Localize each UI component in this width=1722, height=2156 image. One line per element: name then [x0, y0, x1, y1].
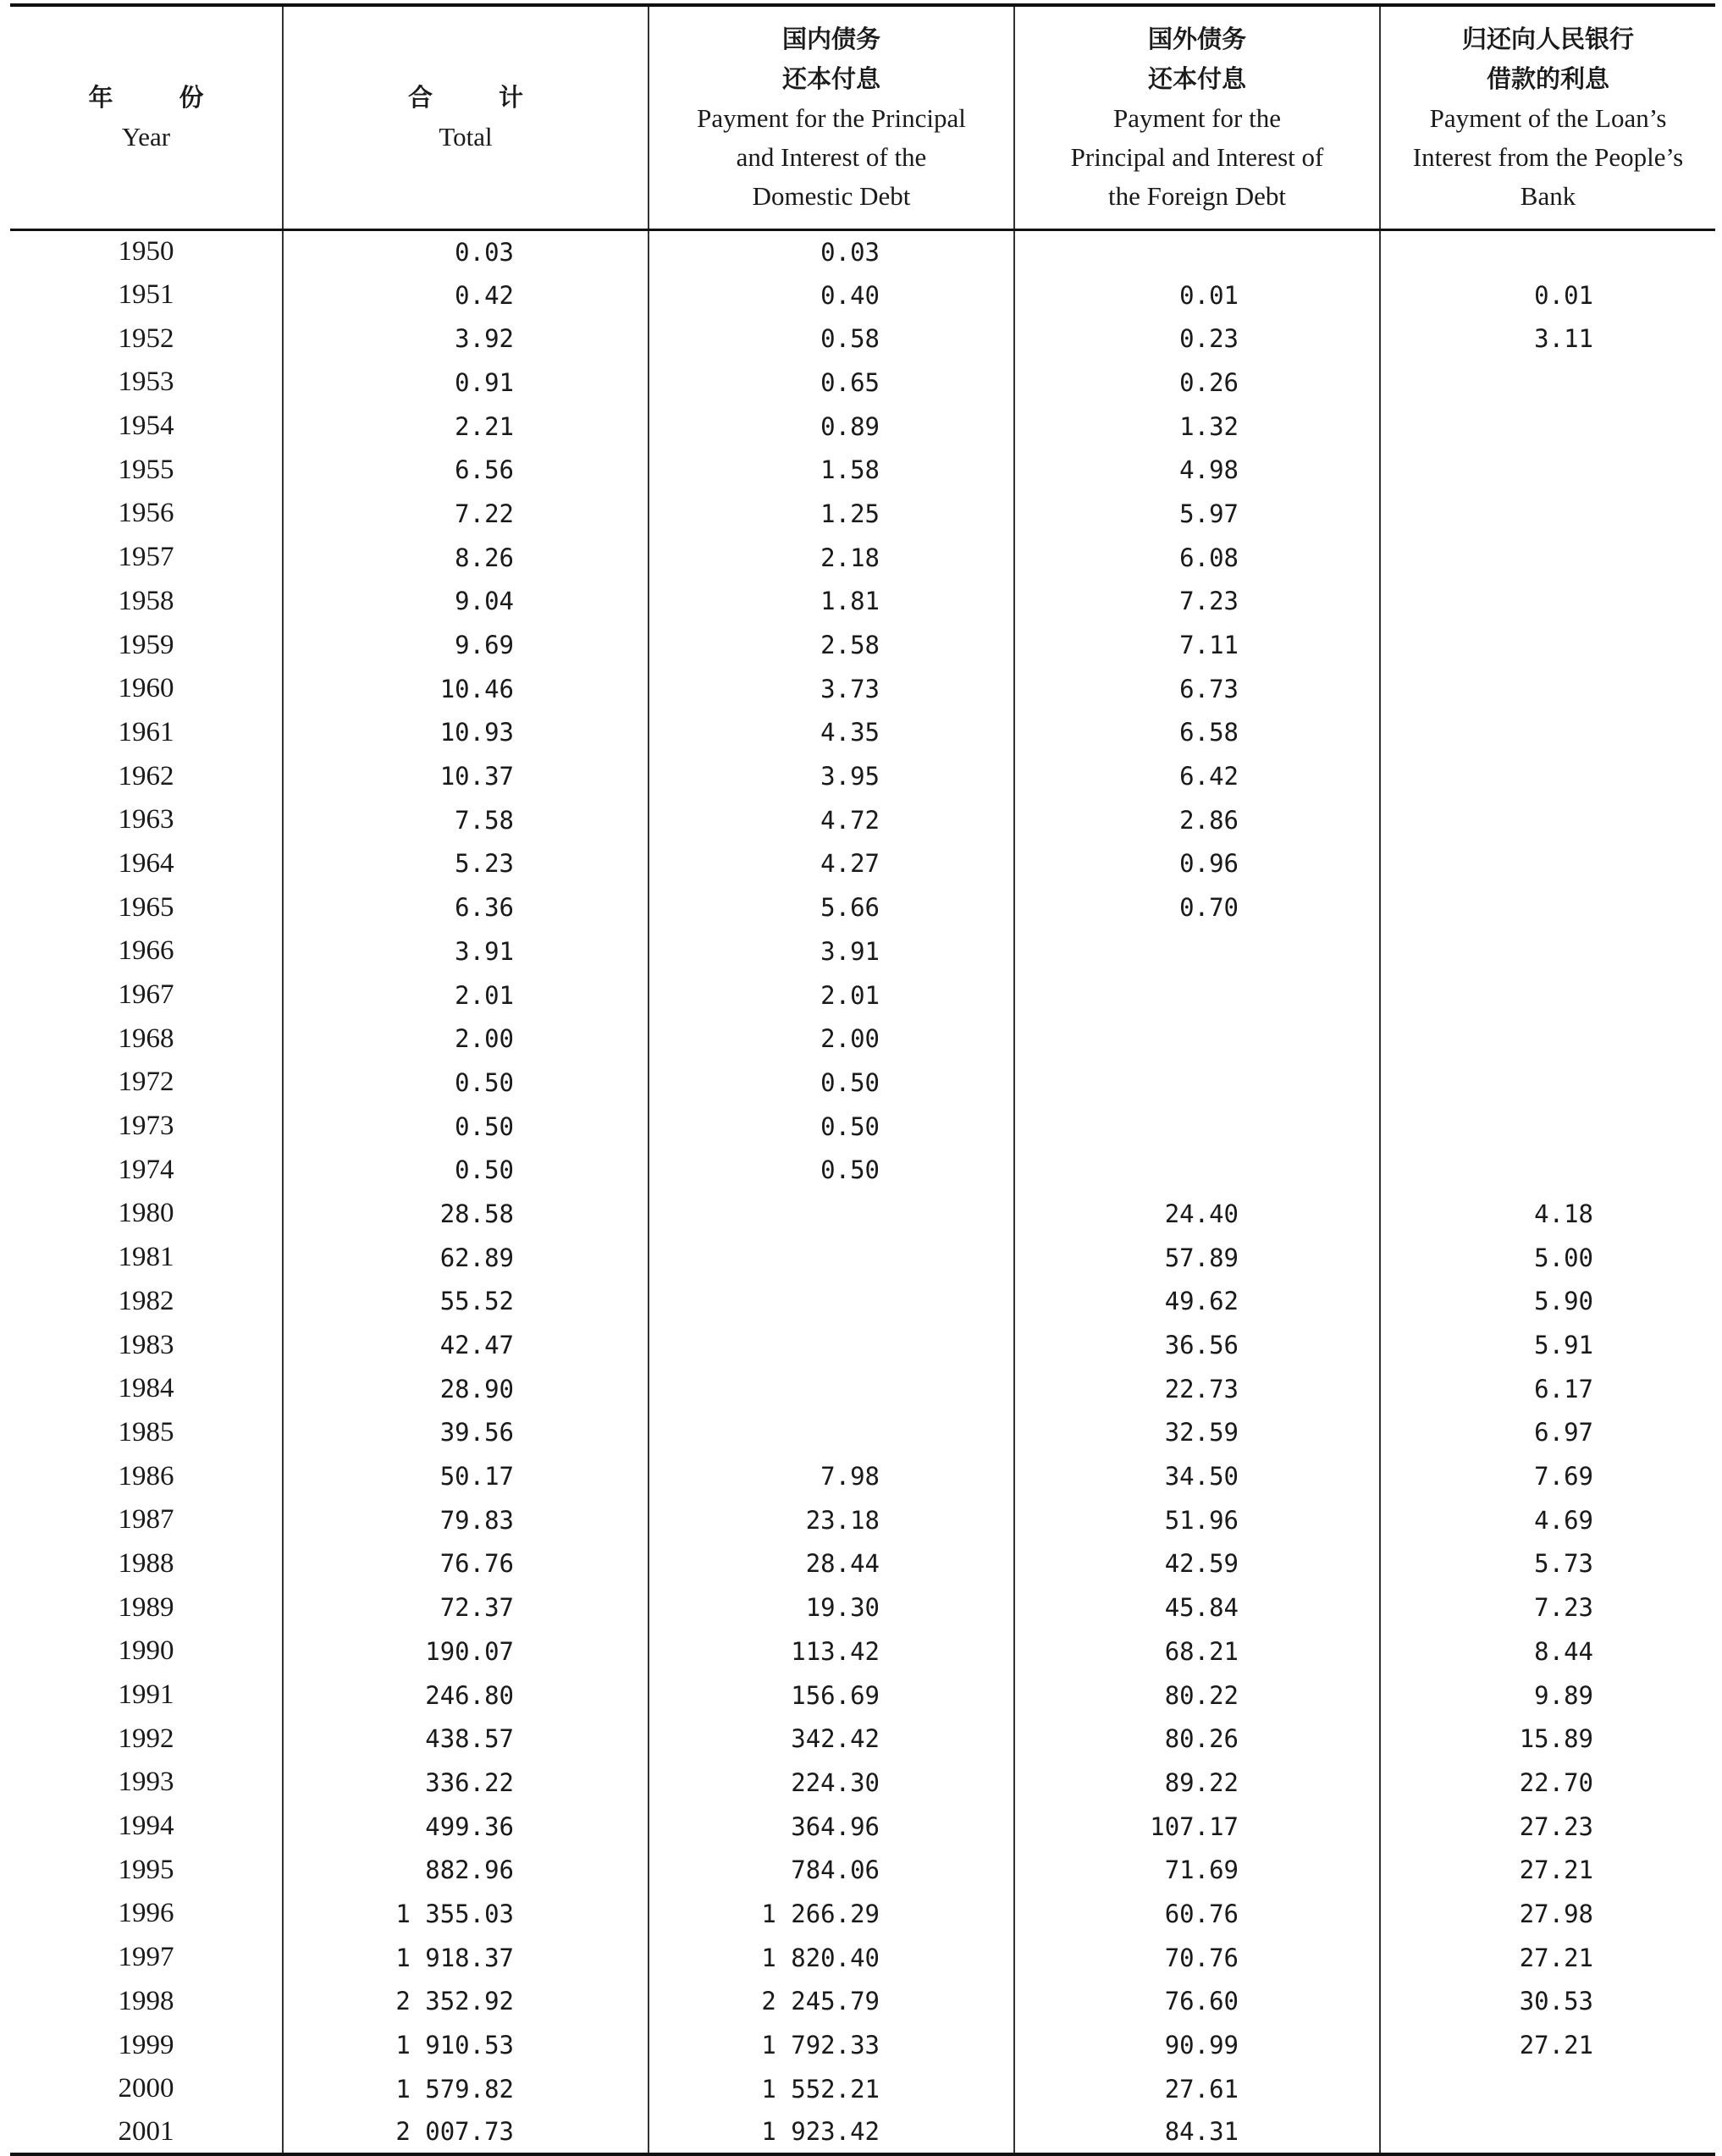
header-domestic-en-3: Domestic Debt: [752, 180, 911, 211]
header-foreign-zh-1: 国外债务: [1147, 24, 1246, 53]
total-cell: 76.76: [283, 1542, 649, 1586]
year-cell: 1972: [118, 1067, 174, 1098]
header-bank-zh-2: 借款的利息: [1486, 63, 1609, 93]
table-row: [10, 1280, 1715, 1324]
domestic-cell: 19.30: [649, 1585, 1014, 1629]
foreign-cell: [1014, 1061, 1380, 1105]
foreign-cell: 60.76: [1014, 1892, 1380, 1936]
year-cell: 1993: [118, 1767, 174, 1798]
total-cell: 28.58: [283, 1192, 649, 1236]
header-bank-en-2: Interest from the People’s: [1412, 141, 1684, 172]
bank-cell: [1380, 1148, 1715, 1192]
header-year: [10, 5, 283, 229]
bank-cell: 9.89: [1380, 1674, 1715, 1718]
bank-cell: [1380, 842, 1715, 886]
table-row: [10, 973, 1715, 1017]
foreign-cell: 36.56: [1014, 1323, 1380, 1367]
total-cell: 0.91: [283, 361, 649, 405]
table-row: [10, 1717, 1715, 1761]
table-row: [10, 1148, 1715, 1192]
bank-cell: 27.21: [1380, 1848, 1715, 1892]
table-row: [10, 623, 1715, 667]
table-row: [10, 229, 1715, 273]
domestic-cell: 28.44: [649, 1542, 1014, 1586]
table-row: [10, 667, 1715, 711]
year-cell: 1984: [118, 1373, 174, 1404]
header-foreign-en-3: the Foreign Debt: [1107, 180, 1287, 211]
total-cell: 3.92: [283, 317, 649, 361]
foreign-cell: 51.96: [1014, 1498, 1380, 1542]
domestic-cell: 7.98: [649, 1454, 1014, 1498]
foreign-cell: [1014, 1105, 1380, 1149]
total-cell: 10.93: [283, 711, 649, 755]
foreign-cell: 6.08: [1014, 536, 1380, 580]
year-cell: 1962: [118, 760, 174, 791]
foreign-cell: 24.40: [1014, 1192, 1380, 1236]
bank-cell: 27.23: [1380, 1805, 1715, 1849]
bank-cell: 7.69: [1380, 1454, 1715, 1498]
bank-cell: [1380, 798, 1715, 842]
header-domestic-zh-1: 国内债务: [781, 24, 880, 53]
bank-cell: 5.00: [1380, 1236, 1715, 1280]
header-domestic: [649, 5, 1014, 229]
year-cell: 2001: [10, 2111, 283, 2155]
total-cell: 0.42: [283, 273, 649, 317]
year-cell: 1950: [118, 236, 174, 267]
domestic-cell: 0.50: [649, 1061, 1014, 1105]
year-cell: 1961: [118, 716, 174, 747]
year-cell: 1959: [118, 629, 174, 660]
total-cell: 2.21: [283, 405, 649, 449]
domestic-cell: 0.58: [649, 317, 1014, 361]
table-row: [10, 492, 1715, 536]
bank-cell: 4.18: [1380, 1192, 1715, 1236]
bank-cell: 27.98: [1380, 1892, 1715, 1936]
domestic-cell: 784.06: [649, 1848, 1014, 1892]
foreign-cell: 2.86: [1014, 798, 1380, 842]
header-bank-en-3: Bank: [1520, 180, 1576, 211]
table-row: [10, 1761, 1715, 1805]
table-row: [10, 1674, 1715, 1718]
foreign-cell: 6.58: [1014, 711, 1380, 755]
total-cell: 2 007.73: [283, 2111, 649, 2155]
table-row: [10, 1585, 1715, 1629]
foreign-cell: 22.73: [1014, 1367, 1380, 1411]
bank-cell: 27.21: [1380, 1936, 1715, 1980]
domestic-cell: 0.65: [649, 361, 1014, 405]
year-cell: 1995: [118, 1854, 174, 1885]
total-cell: 0.50: [283, 1105, 649, 1149]
domestic-cell: 1.25: [649, 492, 1014, 536]
foreign-cell: [1014, 229, 1380, 273]
total-cell: 0.03: [283, 229, 649, 273]
table-row: [10, 1498, 1715, 1542]
year-cell: 1982: [118, 1285, 174, 1316]
bank-cell: [1380, 711, 1715, 755]
domestic-cell: 0.50: [649, 1148, 1014, 1192]
foreign-cell: 45.84: [1014, 1585, 1380, 1629]
total-cell: 6.36: [283, 885, 649, 929]
table-row: [10, 1542, 1715, 1586]
bank-cell: [1380, 623, 1715, 667]
year-cell: 1957: [118, 542, 174, 573]
bank-cell: 3.11: [1380, 317, 1715, 361]
domestic-cell: 3.95: [649, 754, 1014, 798]
bank-cell: [1380, 448, 1715, 492]
total-cell: 1 910.53: [283, 2023, 649, 2067]
foreign-cell: 0.96: [1014, 842, 1380, 886]
bank-cell: 22.70: [1380, 1761, 1715, 1805]
total-cell: 72.37: [283, 1585, 649, 1629]
table-row: [10, 2067, 1715, 2111]
total-cell: 10.46: [283, 667, 649, 711]
year-cell: 1956: [118, 498, 174, 529]
domestic-cell: 2.18: [649, 536, 1014, 580]
year-cell: 1997: [118, 1942, 174, 1973]
domestic-cell: 113.42: [649, 1629, 1014, 1674]
table-row: [10, 2023, 1715, 2067]
foreign-cell: 76.60: [1014, 1980, 1380, 2024]
year-cell: 1968: [118, 1023, 174, 1054]
bank-cell: [1380, 405, 1715, 449]
domestic-cell: 1 923.42: [649, 2111, 1014, 2155]
bank-cell: 5.90: [1380, 1280, 1715, 1324]
table-row: [10, 1061, 1715, 1105]
bank-cell: [1380, 580, 1715, 624]
domestic-cell: [649, 1192, 1014, 1236]
header-row: [10, 5, 1715, 229]
year-cell: 1963: [118, 804, 174, 835]
year-cell: 1951: [118, 279, 174, 311]
domestic-cell: 0.40: [649, 273, 1014, 317]
year-cell: 1974: [118, 1154, 174, 1185]
bank-cell: [1380, 885, 1715, 929]
table-row: [10, 1805, 1715, 1849]
header-domestic-en-2: and Interest of the: [736, 141, 927, 172]
year-cell: 1990: [118, 1635, 174, 1667]
bank-cell: 7.23: [1380, 1585, 1715, 1629]
year-cell: 1964: [118, 847, 174, 879]
bank-cell: [1380, 667, 1715, 711]
foreign-cell: 0.01: [1014, 273, 1380, 317]
domestic-cell: 0.89: [649, 405, 1014, 449]
total-cell: 1 918.37: [283, 1936, 649, 1980]
domestic-cell: 2.01: [649, 973, 1014, 1017]
header-bank-zh-1: 归还向人民银行: [1461, 24, 1634, 53]
foreign-cell: [1014, 973, 1380, 1017]
foreign-cell: 6.42: [1014, 754, 1380, 798]
domestic-cell: 1.58: [649, 448, 1014, 492]
foreign-cell: 0.23: [1014, 317, 1380, 361]
domestic-cell: 156.69: [649, 1674, 1014, 1718]
bank-cell: [1380, 229, 1715, 273]
bank-cell: [1380, 2067, 1715, 2111]
total-cell: 7.22: [283, 492, 649, 536]
foreign-cell: 32.59: [1014, 1411, 1380, 1455]
header-bank: [1380, 5, 1715, 229]
domestic-cell: 3.73: [649, 667, 1014, 711]
table-row: [10, 405, 1715, 449]
bank-cell: 27.21: [1380, 2023, 1715, 2067]
domestic-cell: 2 245.79: [649, 1980, 1014, 2024]
domestic-cell: 4.72: [649, 798, 1014, 842]
table-row: [10, 1629, 1715, 1674]
year-cell: 1973: [118, 1111, 174, 1142]
total-cell: 9.04: [283, 580, 649, 624]
foreign-cell: 34.50: [1014, 1454, 1380, 1498]
table-row: [10, 885, 1715, 929]
domestic-cell: 1 552.21: [649, 2067, 1014, 2111]
total-cell: 50.17: [283, 1454, 649, 1498]
total-cell: 438.57: [283, 1717, 649, 1761]
table-row: [10, 1105, 1715, 1149]
table-row: [10, 1411, 1715, 1455]
table-row: [10, 754, 1715, 798]
domestic-cell: 4.27: [649, 842, 1014, 886]
table-body: [10, 229, 1715, 2154]
domestic-cell: 1 820.40: [649, 1936, 1014, 1980]
table-row: [10, 2111, 1715, 2155]
foreign-cell: 107.17: [1014, 1805, 1380, 1849]
total-cell: 7.58: [283, 798, 649, 842]
total-cell: 190.07: [283, 1629, 649, 1674]
foreign-cell: 42.59: [1014, 1542, 1380, 1586]
table-row: [10, 1848, 1715, 1892]
bank-cell: 15.89: [1380, 1717, 1715, 1761]
table-row: [10, 1017, 1715, 1061]
year-cell: 1992: [118, 1723, 174, 1754]
year-cell: 2000: [118, 2073, 174, 2104]
year-cell: 1980: [118, 1198, 174, 1229]
header-foreign: [1014, 5, 1380, 229]
header-total: [283, 5, 649, 229]
year-cell: 1987: [118, 1504, 174, 1536]
bank-cell: [1380, 536, 1715, 580]
domestic-cell: 2.58: [649, 623, 1014, 667]
year-cell: 1981: [118, 1242, 174, 1273]
foreign-cell: 71.69: [1014, 1848, 1380, 1892]
total-cell: 9.69: [283, 623, 649, 667]
domestic-cell: [649, 1323, 1014, 1367]
table-row: [10, 1323, 1715, 1367]
foreign-cell: 5.97: [1014, 492, 1380, 536]
year-cell: 1960: [118, 673, 174, 704]
year-cell: 1998: [118, 1985, 174, 2016]
domestic-cell: 23.18: [649, 1498, 1014, 1542]
domestic-cell: 5.66: [649, 885, 1014, 929]
total-cell: 28.90: [283, 1367, 649, 1411]
foreign-cell: 27.61: [1014, 2067, 1380, 2111]
debt-payment-table: [10, 3, 1715, 2156]
foreign-cell: [1014, 929, 1380, 973]
foreign-cell: 6.73: [1014, 667, 1380, 711]
year-cell: 1986: [118, 1460, 174, 1492]
domestic-cell: 0.03: [649, 229, 1014, 273]
foreign-cell: 90.99: [1014, 2023, 1380, 2067]
bank-cell: 5.91: [1380, 1323, 1715, 1367]
table-row: [10, 1192, 1715, 1236]
year-cell: 1967: [118, 979, 174, 1011]
table-row: [10, 273, 1715, 317]
header-foreign-en-2: Principal and Interest of: [1070, 141, 1324, 172]
total-cell: 39.56: [283, 1411, 649, 1455]
total-cell: 336.22: [283, 1761, 649, 1805]
total-cell: 1 355.03: [283, 1892, 649, 1936]
year-cell: 1954: [118, 411, 174, 442]
total-cell: 2.01: [283, 973, 649, 1017]
domestic-cell: 2.00: [649, 1017, 1014, 1061]
table-row: [10, 798, 1715, 842]
foreign-cell: 68.21: [1014, 1629, 1380, 1674]
foreign-cell: 80.26: [1014, 1717, 1380, 1761]
header-foreign-en-1: Payment for the: [1112, 102, 1281, 133]
foreign-cell: [1014, 1148, 1380, 1192]
bank-cell: 6.97: [1380, 1411, 1715, 1455]
year-cell: 1966: [118, 935, 174, 967]
year-cell: 1952: [118, 323, 174, 354]
total-cell: 0.50: [283, 1061, 649, 1105]
total-cell: 6.56: [283, 448, 649, 492]
total-cell: 2.00: [283, 1017, 649, 1061]
foreign-cell: [1014, 1017, 1380, 1061]
foreign-cell: 89.22: [1014, 1761, 1380, 1805]
total-cell: 10.37: [283, 754, 649, 798]
bank-cell: 30.53: [1380, 1980, 1715, 2024]
bank-cell: [1380, 973, 1715, 1017]
domestic-cell: 4.35: [649, 711, 1014, 755]
year-cell: 1988: [118, 1547, 174, 1579]
total-cell: 62.89: [283, 1236, 649, 1280]
bank-cell: [1380, 1061, 1715, 1105]
table-row: [10, 842, 1715, 886]
domestic-cell: 1.81: [649, 580, 1014, 624]
domestic-cell: 342.42: [649, 1717, 1014, 1761]
foreign-cell: 57.89: [1014, 1236, 1380, 1280]
header-year-en: Year: [121, 122, 171, 152]
foreign-cell: 1.32: [1014, 405, 1380, 449]
domestic-cell: [649, 1280, 1014, 1324]
foreign-cell: 84.31: [1014, 2111, 1380, 2155]
bank-cell: [1380, 361, 1715, 405]
domestic-cell: [649, 1411, 1014, 1455]
table-row: [10, 1980, 1715, 2024]
foreign-cell: 0.70: [1014, 885, 1380, 929]
header-foreign-zh-2: 还本付息: [1147, 63, 1246, 93]
table-row: [10, 711, 1715, 755]
total-cell: 1 579.82: [283, 2067, 649, 2111]
table-row: [10, 1454, 1715, 1498]
bank-cell: 0.01: [1380, 273, 1715, 317]
bank-cell: [1380, 2111, 1715, 2155]
year-cell: 1955: [118, 454, 174, 485]
table-row: [10, 929, 1715, 973]
header-domestic-en-1: Payment for the Principal: [697, 102, 966, 133]
domestic-cell: [649, 1236, 1014, 1280]
foreign-cell: 7.23: [1014, 580, 1380, 624]
total-cell: 8.26: [283, 536, 649, 580]
year-cell: 1985: [118, 1416, 174, 1447]
domestic-cell: 364.96: [649, 1805, 1014, 1849]
year-cell: 1994: [118, 1811, 174, 1842]
foreign-cell: 80.22: [1014, 1674, 1380, 1718]
header-total-en: Total: [439, 122, 493, 152]
header-total-zh: 合 计: [407, 83, 553, 113]
total-cell: 42.47: [283, 1323, 649, 1367]
year-cell: 1991: [118, 1679, 174, 1711]
foreign-cell: 4.98: [1014, 448, 1380, 492]
domestic-cell: 224.30: [649, 1761, 1014, 1805]
table-row: [10, 448, 1715, 492]
domestic-cell: 1 792.33: [649, 2023, 1014, 2067]
table-row: [10, 1236, 1715, 1280]
total-cell: 55.52: [283, 1280, 649, 1324]
total-cell: 5.23: [283, 842, 649, 886]
bank-cell: [1380, 1105, 1715, 1149]
year-cell: 1999: [118, 2029, 174, 2060]
domestic-cell: [649, 1367, 1014, 1411]
total-cell: 2 352.92: [283, 1980, 649, 2024]
table-row: [10, 1892, 1715, 1936]
bank-cell: [1380, 1017, 1715, 1061]
header-year-zh: 年 份: [88, 83, 233, 113]
year-cell: 1996: [118, 1898, 174, 1929]
foreign-cell: 7.11: [1014, 623, 1380, 667]
domestic-cell: 1 266.29: [649, 1892, 1014, 1936]
bank-cell: 5.73: [1380, 1542, 1715, 1586]
foreign-cell: 0.26: [1014, 361, 1380, 405]
domestic-cell: 3.91: [649, 929, 1014, 973]
total-cell: 79.83: [283, 1498, 649, 1542]
bank-cell: [1380, 929, 1715, 973]
table-row: [10, 317, 1715, 361]
header-domestic-zh-2: 还本付息: [781, 63, 880, 93]
total-cell: 0.50: [283, 1148, 649, 1192]
domestic-cell: 0.50: [649, 1105, 1014, 1149]
table-row: [10, 1367, 1715, 1411]
bank-cell: [1380, 492, 1715, 536]
total-cell: 3.91: [283, 929, 649, 973]
bank-cell: 4.69: [1380, 1498, 1715, 1542]
table-row: [10, 361, 1715, 405]
year-cell: 1965: [118, 891, 174, 923]
table-row: [10, 580, 1715, 624]
bank-cell: 6.17: [1380, 1367, 1715, 1411]
bank-cell: [1380, 754, 1715, 798]
table-row: [10, 1936, 1715, 1980]
table-header: [10, 5, 1715, 229]
total-cell: 499.36: [283, 1805, 649, 1849]
year-cell: 1958: [118, 585, 174, 616]
foreign-cell: 70.76: [1014, 1936, 1380, 1980]
year-cell: 1953: [118, 367, 174, 398]
header-bank-en-1: Payment of the Loan’s: [1429, 102, 1667, 133]
year-cell: 1989: [118, 1591, 174, 1623]
foreign-cell: 49.62: [1014, 1280, 1380, 1324]
bank-cell: 8.44: [1380, 1629, 1715, 1674]
table-row: [10, 536, 1715, 580]
total-cell: 882.96: [283, 1848, 649, 1892]
total-cell: 246.80: [283, 1674, 649, 1718]
year-cell: 1983: [118, 1329, 174, 1360]
